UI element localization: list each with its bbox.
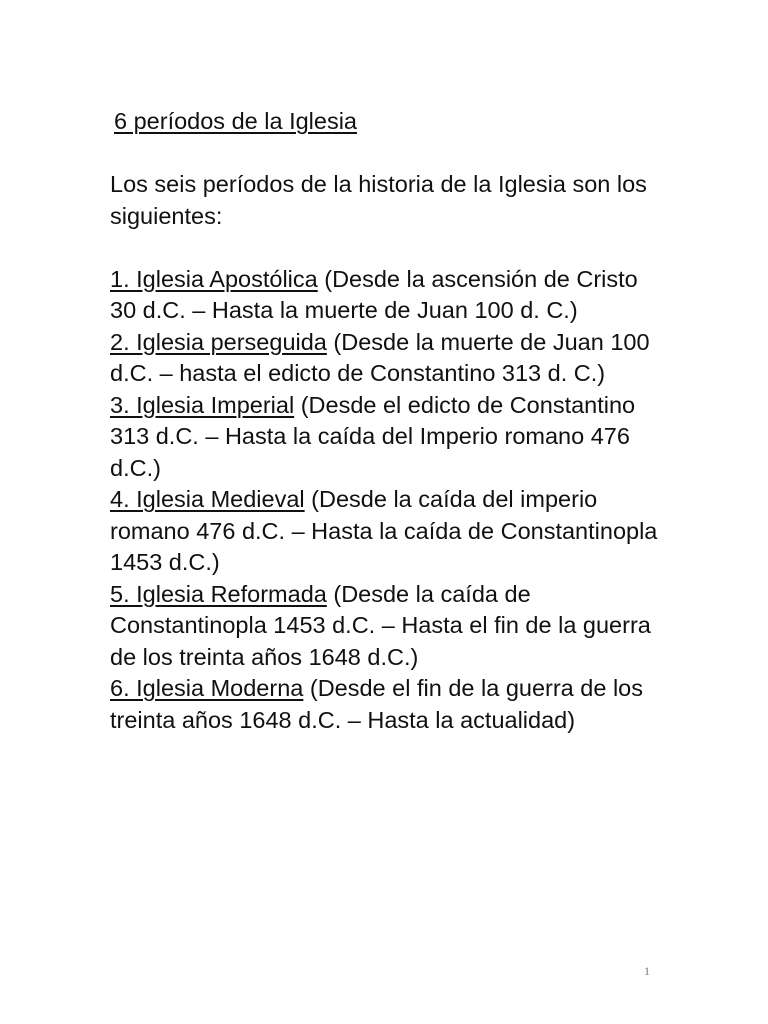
- period-name: 2. Iglesia perseguida: [110, 328, 327, 355]
- period-description: (Desde la muerte de Juan 100 d.C. – hasta el edicto de Constantino 313 d. C.): [110, 328, 650, 386]
- period-description: (Desde el fin de la guerra de los treinta años 1648 d.C. – Hasta la actualidad): [110, 675, 643, 733]
- period-name: 4. Iglesia Medieval: [110, 486, 305, 512]
- period-description: (Desde el edicto de Constantino 313 d.C. – Hasta la caída del Imperio romano 476 d.C.): [110, 391, 636, 481]
- period-item: [110, 390, 670, 485]
- period-description: (Desde la ascensión de Cristo 30 d.C. – Hasta la muerte de Juan 100 d. C.): [110, 265, 638, 323]
- document-body: [110, 106, 670, 736]
- period-description: (Desde la caída del imperio romano 476 d.C. – Hasta la caída de Constantinopla 1453 d.C.): [110, 486, 658, 575]
- period-item: [110, 264, 670, 327]
- period-item: [110, 327, 670, 390]
- period-item: [110, 579, 670, 674]
- period-description: (Desde la caída de Constantinopla 1453 d.C. – Hasta el fin de la guerra de los treinta años 1648 d.C.): [110, 580, 651, 670]
- period-name: 5. Iglesia Reformada: [110, 580, 327, 607]
- page-number: 1: [644, 964, 650, 978]
- period-name: 3. Iglesia Imperial: [110, 391, 295, 418]
- period-item: [110, 673, 670, 736]
- document-title: 6 períodos de la Iglesia: [114, 108, 357, 134]
- period-name: 6. Iglesia Moderna: [110, 675, 304, 701]
- intro-paragraph: Los seis períodos de la historia de la Iglesia son los siguientes:: [110, 171, 647, 229]
- period-name: 1. Iglesia Apostólica: [110, 265, 318, 292]
- period-item: [110, 484, 670, 579]
